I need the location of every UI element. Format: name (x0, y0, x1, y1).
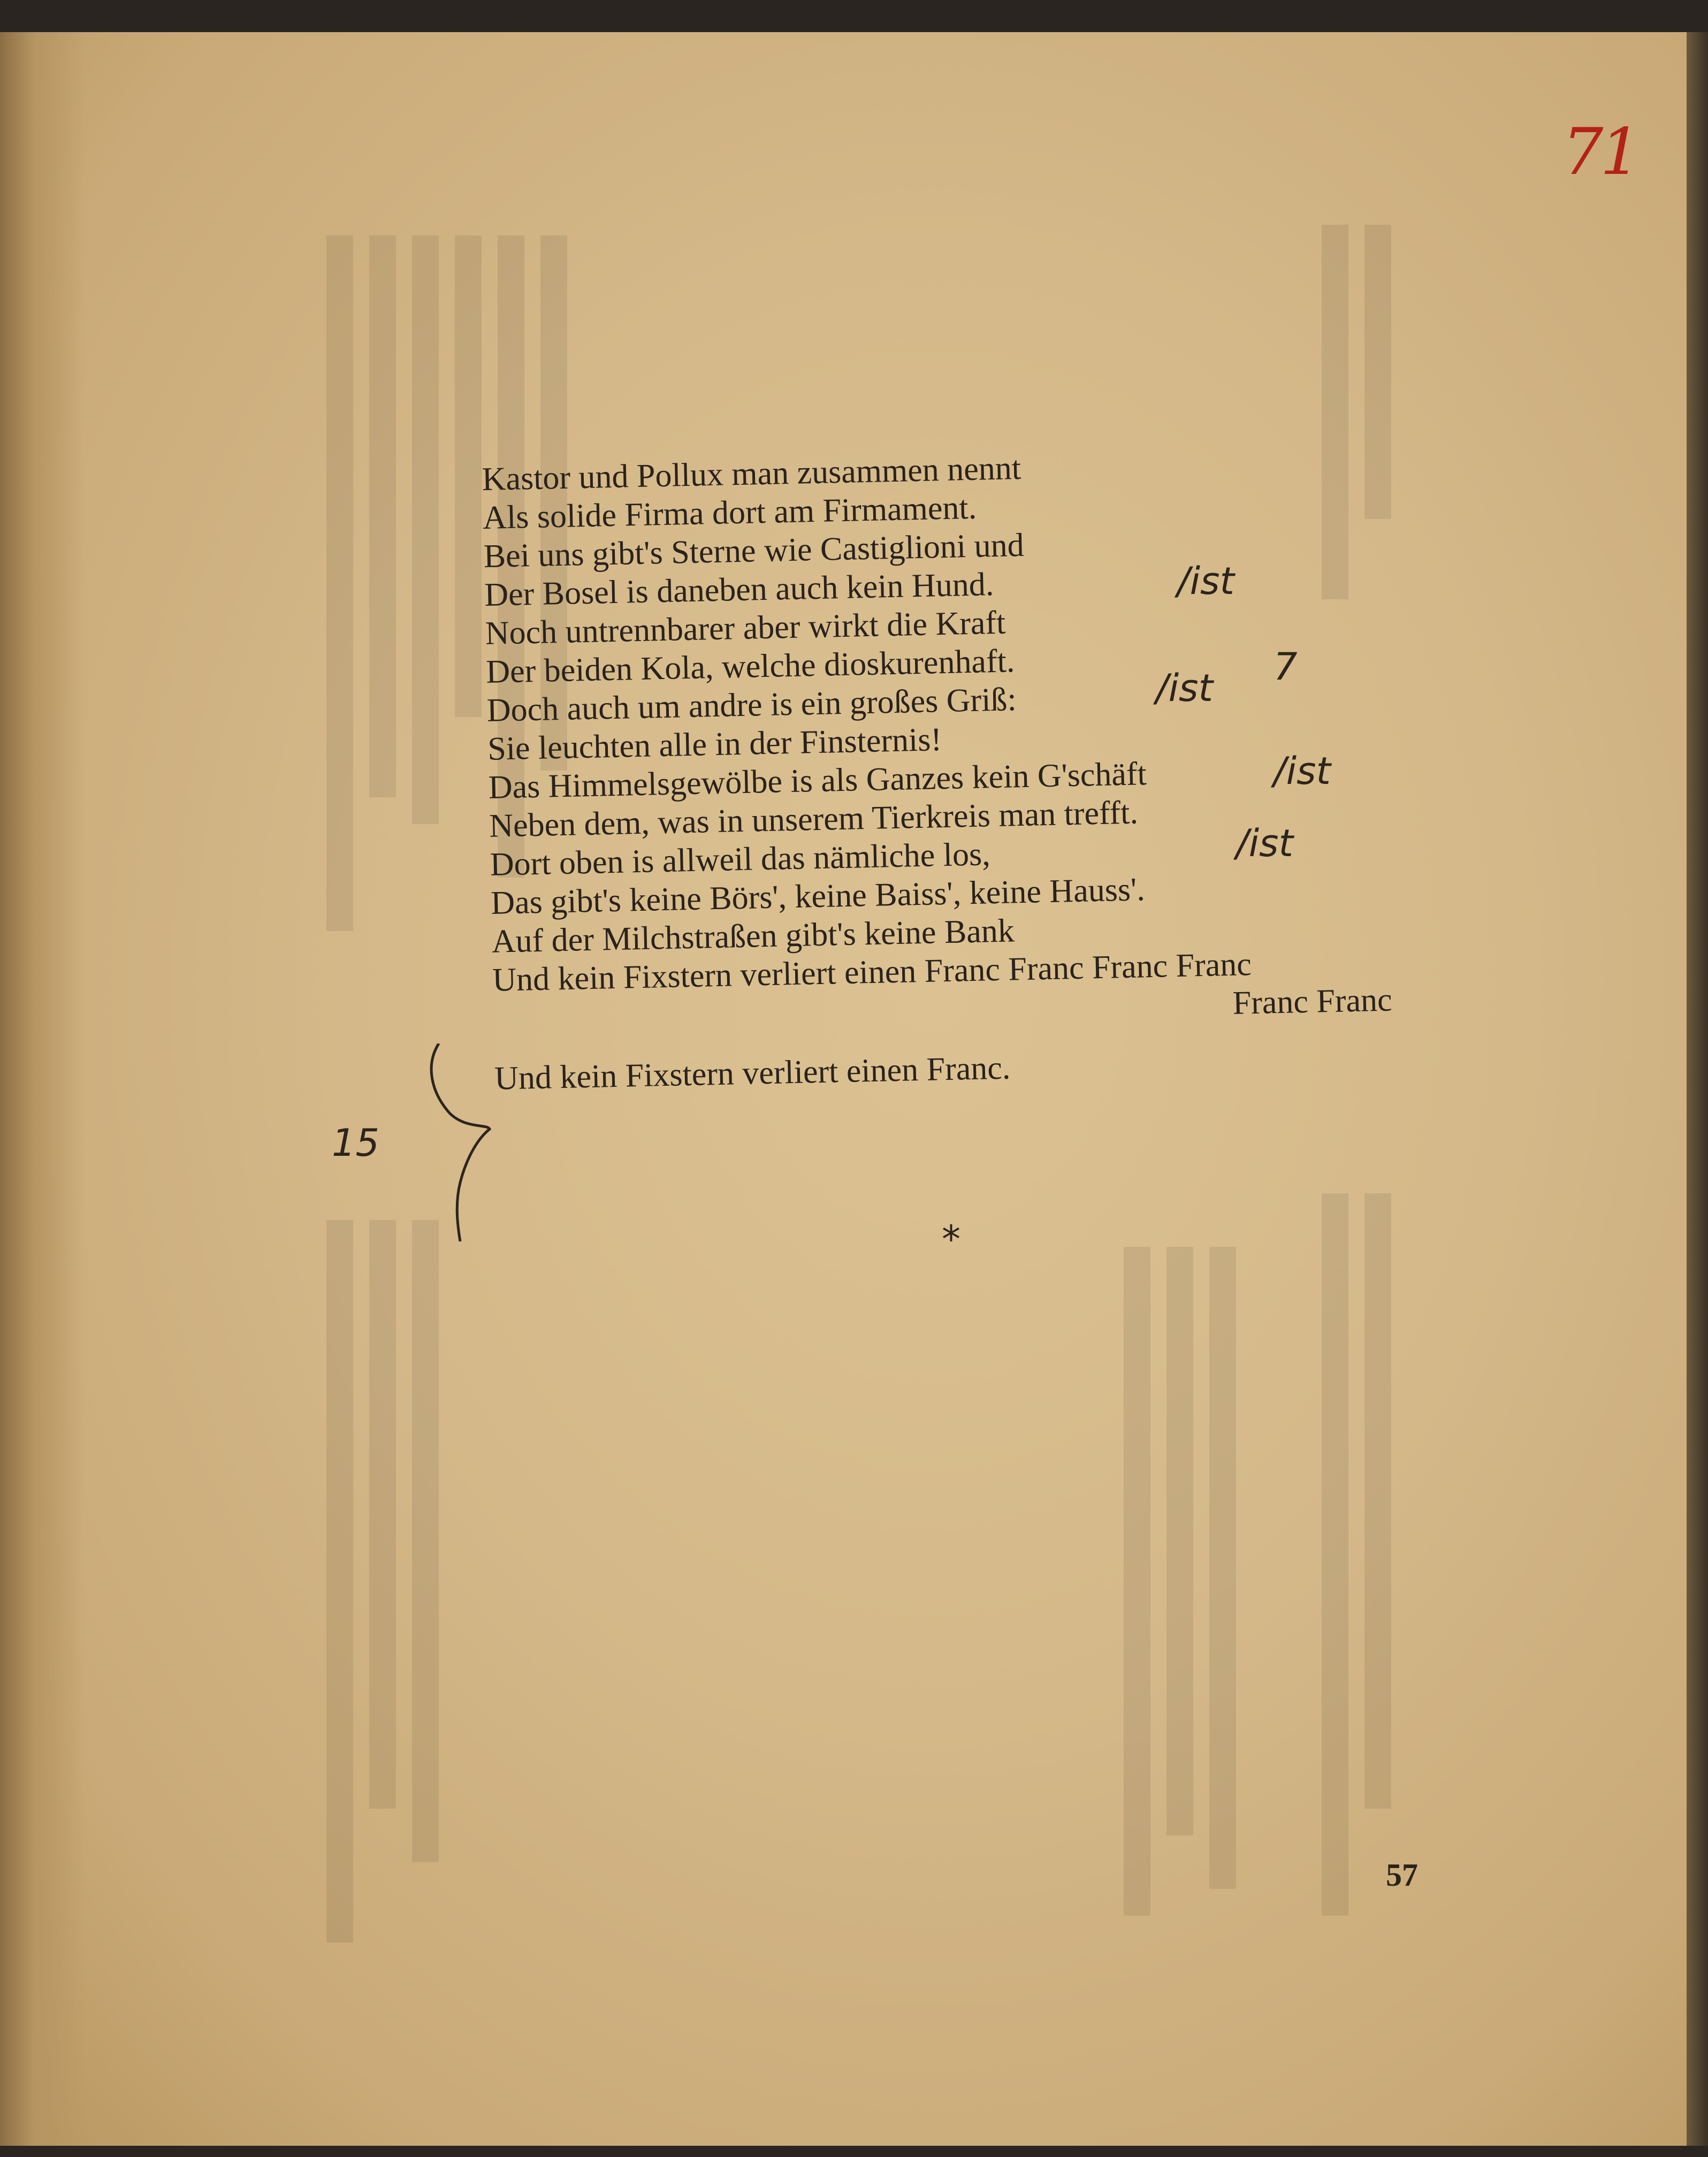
poem-line: Als solide Firma dort am Firmament. (482, 489, 977, 536)
annotation-brace-number: 15 (332, 1121, 380, 1165)
poem-line: Und kein Fixstern verliert einen Franc Franc Franc Franc (492, 946, 1252, 999)
poem-line: Der Bosel is daneben auch kein Hund. (484, 566, 994, 613)
poem-final-line: Und kein Fixstern verliert einen Franc. (494, 1049, 1011, 1097)
poem-line: Neben dem, was in unserem Tierkreis man trefft. (489, 794, 1139, 844)
separator-asterisk: * (942, 1217, 960, 1261)
poem-line: Noch untrennbarer aber wirkt die Kraft (485, 604, 1006, 652)
annotation-bracket-mark: 7 (1274, 645, 1298, 689)
brace-mark (428, 1043, 503, 1241)
poem-indented-line: Franc Franc (1232, 981, 1393, 1022)
book-spine-shadow (0, 32, 86, 2146)
poem-line: Der beiden Kola, welche dioskurenhaft. (485, 643, 1015, 690)
poem-line: Kastor und Pollux man zusammen nennt (482, 449, 1021, 498)
page-number: 57 (1386, 1857, 1418, 1893)
poem-line: Das gibt's keine Börs', keine Baiss', keine Hauss'. (490, 871, 1146, 921)
annotation-ist: /ist (1156, 666, 1213, 710)
poem-line: Bei uns gibt's Sterne wie Castiglioni und (483, 527, 1025, 575)
poem-line: Das Himmelsgewölbe is als Ganzes kein G'schäft (488, 756, 1147, 806)
annotation-ist: /ist (1177, 559, 1234, 603)
poem-line: Doch auch um andre is ein großes Griß: (486, 681, 1017, 729)
poem-text (482, 441, 1394, 1098)
archive-number: 71 (1562, 115, 1638, 189)
page-right-edge (1687, 32, 1708, 2146)
poem-line: Sie leuchten alle in der Finsternis! (487, 721, 942, 767)
annotation-ist: /ist (1274, 749, 1331, 793)
poem-line: Dort oben is allweil das nämliche los, (490, 836, 991, 883)
annotation-ist: /ist (1236, 821, 1293, 865)
poem-line: Auf der Milchstraßen gibt's keine Bank (491, 912, 1015, 960)
